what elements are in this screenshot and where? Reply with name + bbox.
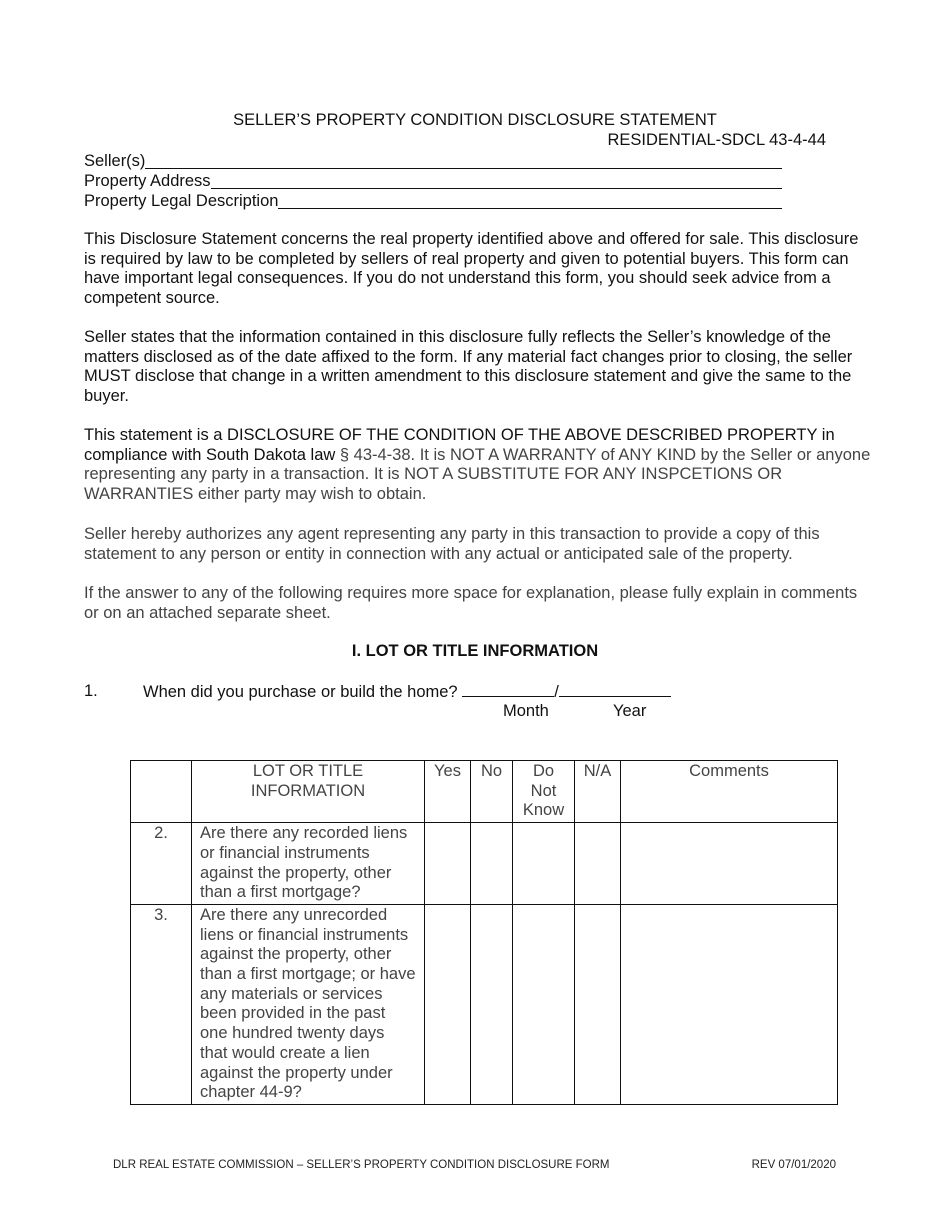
disclosure-paragraph-3 xyxy=(84,426,874,505)
comments-cell[interactable] xyxy=(621,904,838,1104)
disclosure-paragraph-4: Seller hereby authorizes any agent representing any party in this transaction to provide a copy of this statement to any person or entity in connection with any actual or anticipated sale of the property. xyxy=(84,525,820,563)
no-cell[interactable] xyxy=(471,904,513,1104)
sellers-label: Seller(s) xyxy=(84,152,146,170)
header-do-not-know: Do Not Know xyxy=(513,761,575,823)
header-number-cell xyxy=(131,761,192,823)
header-info: LOT OR TITLE INFORMATION xyxy=(192,761,425,823)
lot-title-table xyxy=(130,760,838,1105)
table-row xyxy=(131,904,838,1104)
document-subtitle: RESIDENTIAL-SDCL 43-4-44 xyxy=(607,131,826,149)
row-question: Are there any unrecorded liens or financial instruments against the property, other than a first mortgage; or have any materials or services been provided in the past one hundred twenty days that would create a lien against the property under chapter 44-9? xyxy=(192,904,425,1104)
year-label: Year xyxy=(613,702,647,720)
row-number: 2. xyxy=(131,823,192,905)
na-cell[interactable] xyxy=(575,904,621,1104)
sellers-blank[interactable] xyxy=(145,152,782,169)
disclosure-paragraph-1: This Disclosure Statement concerns the real property identified above and offered for sale. This disclosure is required by law to be completed by sellers of real property and given to potential buyers. This form can have important legal consequences. If you do not understand this form, you should seek advice from a competent source. xyxy=(84,230,859,308)
seller-info-fields xyxy=(84,151,804,211)
property-address-field[interactable] xyxy=(84,171,804,191)
property-address-label: Property Address xyxy=(84,172,211,190)
row-question: Are there any recorded liens or financial instruments against the property, other than a first mortgage? xyxy=(192,823,425,905)
paragraph-3-part-a: This statement is a DISCLOSURE OF THE CONDITION OF THE ABOVE DESCRIBED PROPERTY in compliance with South Dakota law xyxy=(84,426,835,464)
do-not-know-cell[interactable] xyxy=(513,823,575,905)
legal-description-blank[interactable] xyxy=(278,192,782,209)
yes-cell[interactable] xyxy=(425,823,471,905)
property-address-blank[interactable] xyxy=(211,172,782,189)
no-cell[interactable] xyxy=(471,823,513,905)
document-title: SELLER’S PROPERTY CONDITION DISCLOSURE STATEMENT xyxy=(233,111,717,129)
table-row xyxy=(131,823,838,905)
do-not-know-cell[interactable] xyxy=(513,904,575,1104)
question-1-number: 1. xyxy=(84,682,98,700)
comments-cell[interactable] xyxy=(621,823,838,905)
question-1-text: When did you purchase or build the home? xyxy=(143,683,458,701)
month-blank[interactable] xyxy=(462,682,554,697)
date-separator: / xyxy=(554,683,559,701)
na-cell[interactable] xyxy=(575,823,621,905)
footer-revision: REV 07/01/2020 xyxy=(751,1159,836,1171)
header-no: No xyxy=(471,761,513,823)
sellers-field[interactable] xyxy=(84,151,804,171)
legal-description-label: Property Legal Description xyxy=(84,192,279,210)
header-comments: Comments xyxy=(621,761,838,823)
disclosure-paragraph-5: If the answer to any of the following requires more space for explanation, please fully explain in comments or on an attached separate sheet. xyxy=(84,584,858,622)
month-label: Month xyxy=(503,702,549,720)
header-yes: Yes xyxy=(425,761,471,823)
legal-description-field[interactable] xyxy=(84,191,804,211)
table-header-row xyxy=(131,761,838,823)
disclosure-paragraph-2: Seller states that the information contained in this disclosure fully reflects the Seller’s knowledge of the matters disclosed as of the date affixed to the form. If any material fact changes prior to closing, the seller MUST disclose that change in a written amendment to this disclosure statement and give the same to the buyer. xyxy=(84,328,853,406)
question-1-text-row xyxy=(143,682,671,702)
header-na: N/A xyxy=(575,761,621,823)
footer-form-name: DLR REAL ESTATE COMMISSION – SELLER’S PROPERTY CONDITION DISCLOSURE FORM xyxy=(113,1159,610,1171)
row-number: 3. xyxy=(131,904,192,1104)
paragraph-3-part-b: § 43-4-38. It is NOT A WARRANTY of ANY KIND by the Seller or anyone representing any party in a transaction. It is NOT A SUBSTITUTE FOR ANY INSPCETIONS OR WARRANTIES either party may wish to obtain. xyxy=(84,445,871,504)
year-blank[interactable] xyxy=(559,682,671,697)
section-heading: I. LOT OR TITLE INFORMATION xyxy=(351,642,599,660)
yes-cell[interactable] xyxy=(425,904,471,1104)
